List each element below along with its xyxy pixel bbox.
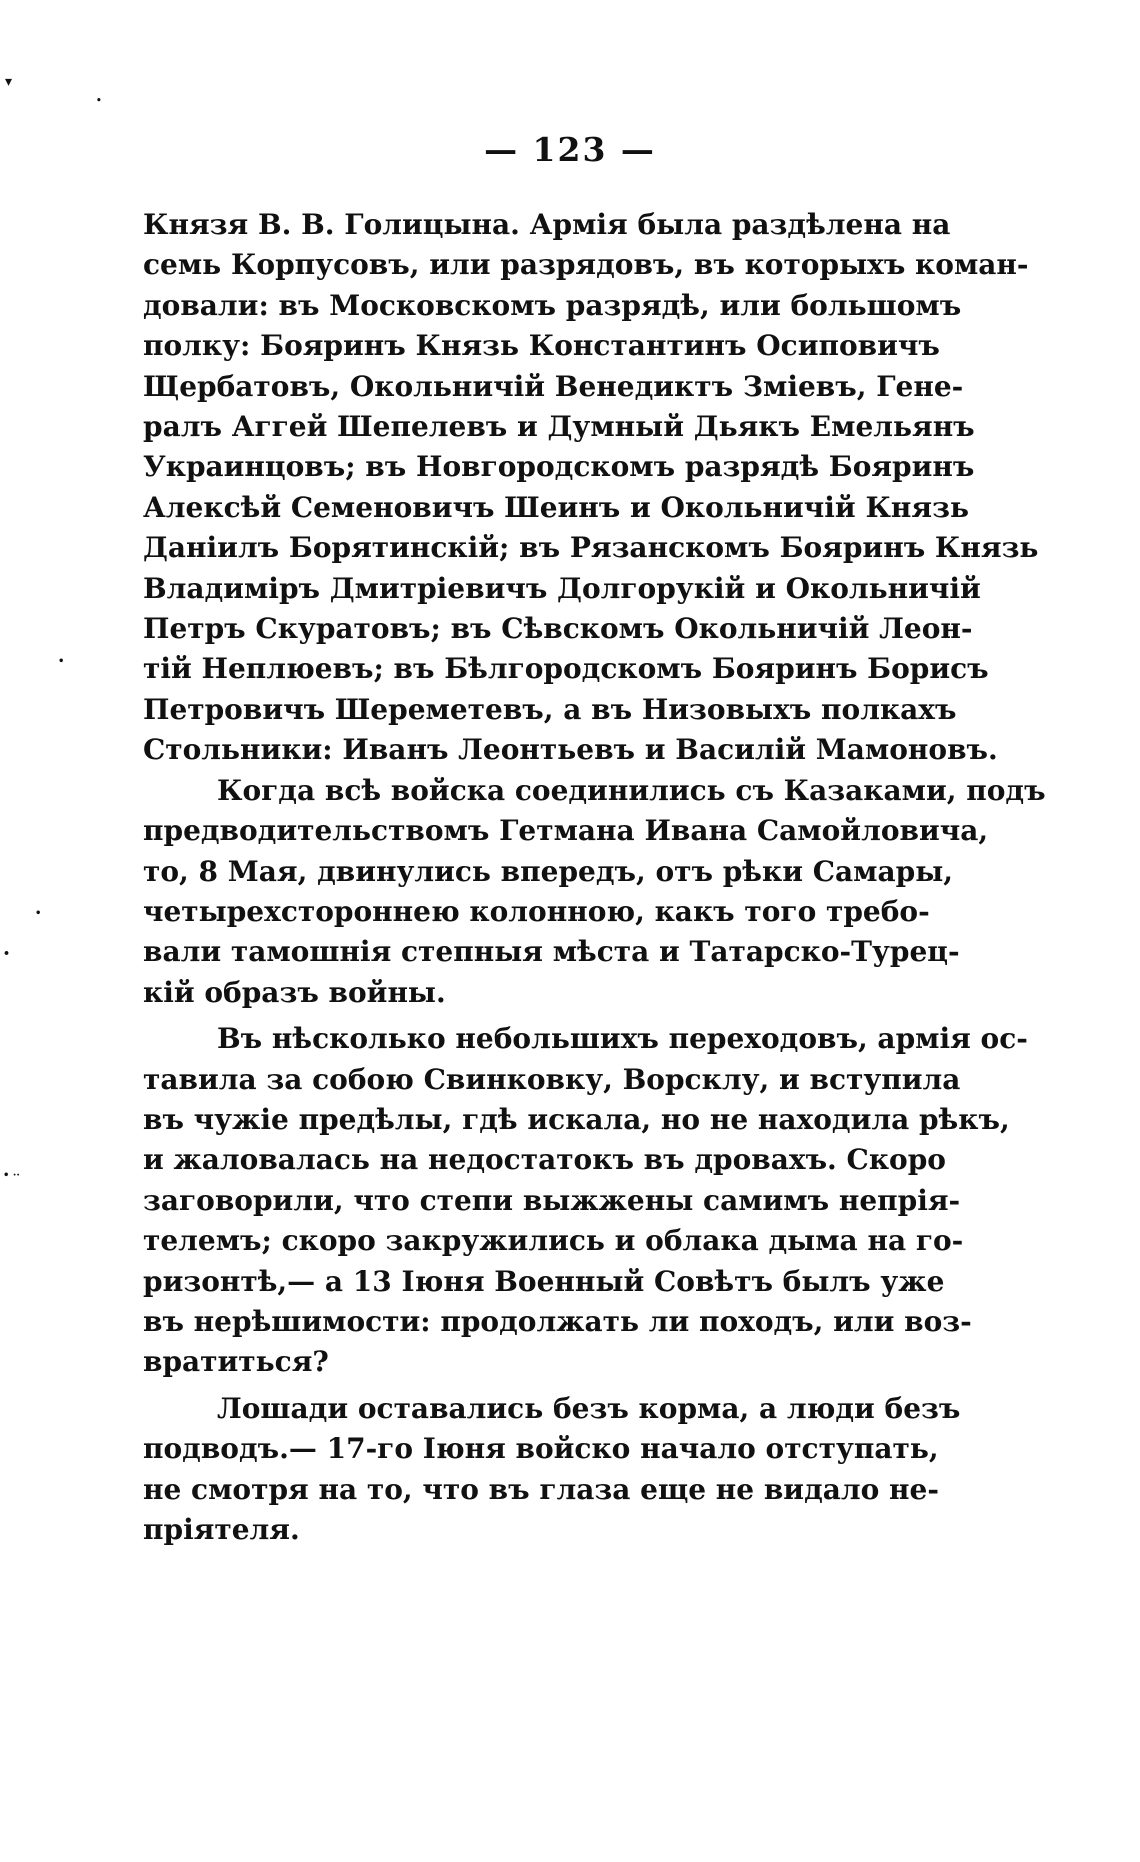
text-line: телемъ; скоро закружились и облака дыма на го- (143, 1224, 964, 1258)
text-line: вратиться? (143, 1345, 329, 1379)
text-body (143, 205, 1046, 1550)
paragraph (143, 1019, 1028, 1383)
margin-speck: • (58, 656, 65, 667)
text-line: Петровичъ Шереметевъ, а въ Низовыхъ полкахъ (143, 692, 957, 726)
text-line: Алексѣй Семеновичъ Шеинъ и Окольничій Князь (143, 490, 969, 524)
text-line: въ нерѣшимости: продолжать ли походъ, или воз- (143, 1304, 972, 1338)
text-line: Владиміръ Дмитріевичъ Долгорукій и Окольничій (143, 571, 981, 605)
text-line: Украинцовъ; въ Новгородскомъ разрядѣ Бояринъ (143, 450, 975, 484)
text-line: Въ нѣсколько небольшихъ переходовъ, армія ос- (217, 1022, 1028, 1056)
text-line: довали: въ Московскомъ разрядѣ, или большомъ (143, 288, 962, 322)
text-line: подводъ.— 17-го Іюня войско начало отступать, (143, 1432, 939, 1466)
margin-speck: • (3, 947, 11, 960)
text-line: кій образъ войны. (143, 975, 446, 1009)
text-line: предводительствомъ Гетмана Ивана Самойловича, (143, 814, 989, 848)
text-line: четырехстороннею колонною, какъ того требо- (143, 894, 930, 928)
text-line: Стольники: Иванъ Леонтьевъ и Василій Мамоновъ. (143, 733, 998, 767)
text-line: полку: Бояринъ Князь Константинъ Осиповичъ (143, 329, 940, 363)
text-line: тавила за собою Свинковку, Ворсклу, и вступила (143, 1062, 961, 1096)
text-line: Петръ Скуратовъ; въ Сѣвскомъ Окольничій Леон- (143, 612, 973, 646)
margin-speck: • ·· (3, 1170, 20, 1181)
page-number: — 123 — (484, 130, 656, 169)
text-line: Князя В. В. Голицына. Армія была раздѣлена на (143, 208, 951, 241)
text-line: Лошади оставались безъ корма, а люди безъ (217, 1391, 961, 1425)
paragraph (143, 205, 1039, 771)
margin-speck: • (96, 96, 102, 106)
text-line: пріятеля. (143, 1513, 300, 1546)
text-line: въ чужіе предѣлы, гдѣ искала, но не находила рѣкъ, (143, 1102, 1010, 1136)
text-line: заговорили, что степи выжжены самимъ непрія- (143, 1183, 961, 1217)
text-line: и жаловалась на недостатокъ въ дровахъ. Скоро (143, 1143, 946, 1177)
text-line: ризонтѣ,— а 13 Іюня Военный Совѣтъ былъ уже (143, 1264, 945, 1298)
text-line: Щербатовъ, Окольничій Венедиктъ Зміевъ, Гене- (143, 369, 964, 403)
text-line: семь Корпусовъ, или разрядовъ, въ которыхъ коман- (143, 248, 1029, 282)
paragraph (143, 771, 1046, 1013)
text-line: тій Неплюевъ; въ Бѣлгородскомъ Бояринъ Борисъ (143, 652, 989, 686)
text-line: вали тамошнія степныя мѣста и Татарско-Турец- (143, 935, 960, 969)
text-line: Даніилъ Борятинскій; въ Рязанскомъ Бояринъ Князь (143, 531, 1039, 565)
margin-speck: • (35, 908, 42, 919)
margin-speck: ▾ (5, 74, 13, 90)
text-line: то, 8 Мая, двинулись впередъ, отъ рѣки Самары, (143, 854, 954, 888)
text-line: Когда всѣ войска соединились съ Казаками, подъ (217, 773, 1046, 807)
paragraph (143, 1389, 961, 1551)
text-line: ралъ Аггей Шепелевъ и Думный Дьякъ Емельянъ (143, 410, 975, 444)
text-line: не смотря на то, что въ глаза еще не видало не- (143, 1472, 939, 1506)
